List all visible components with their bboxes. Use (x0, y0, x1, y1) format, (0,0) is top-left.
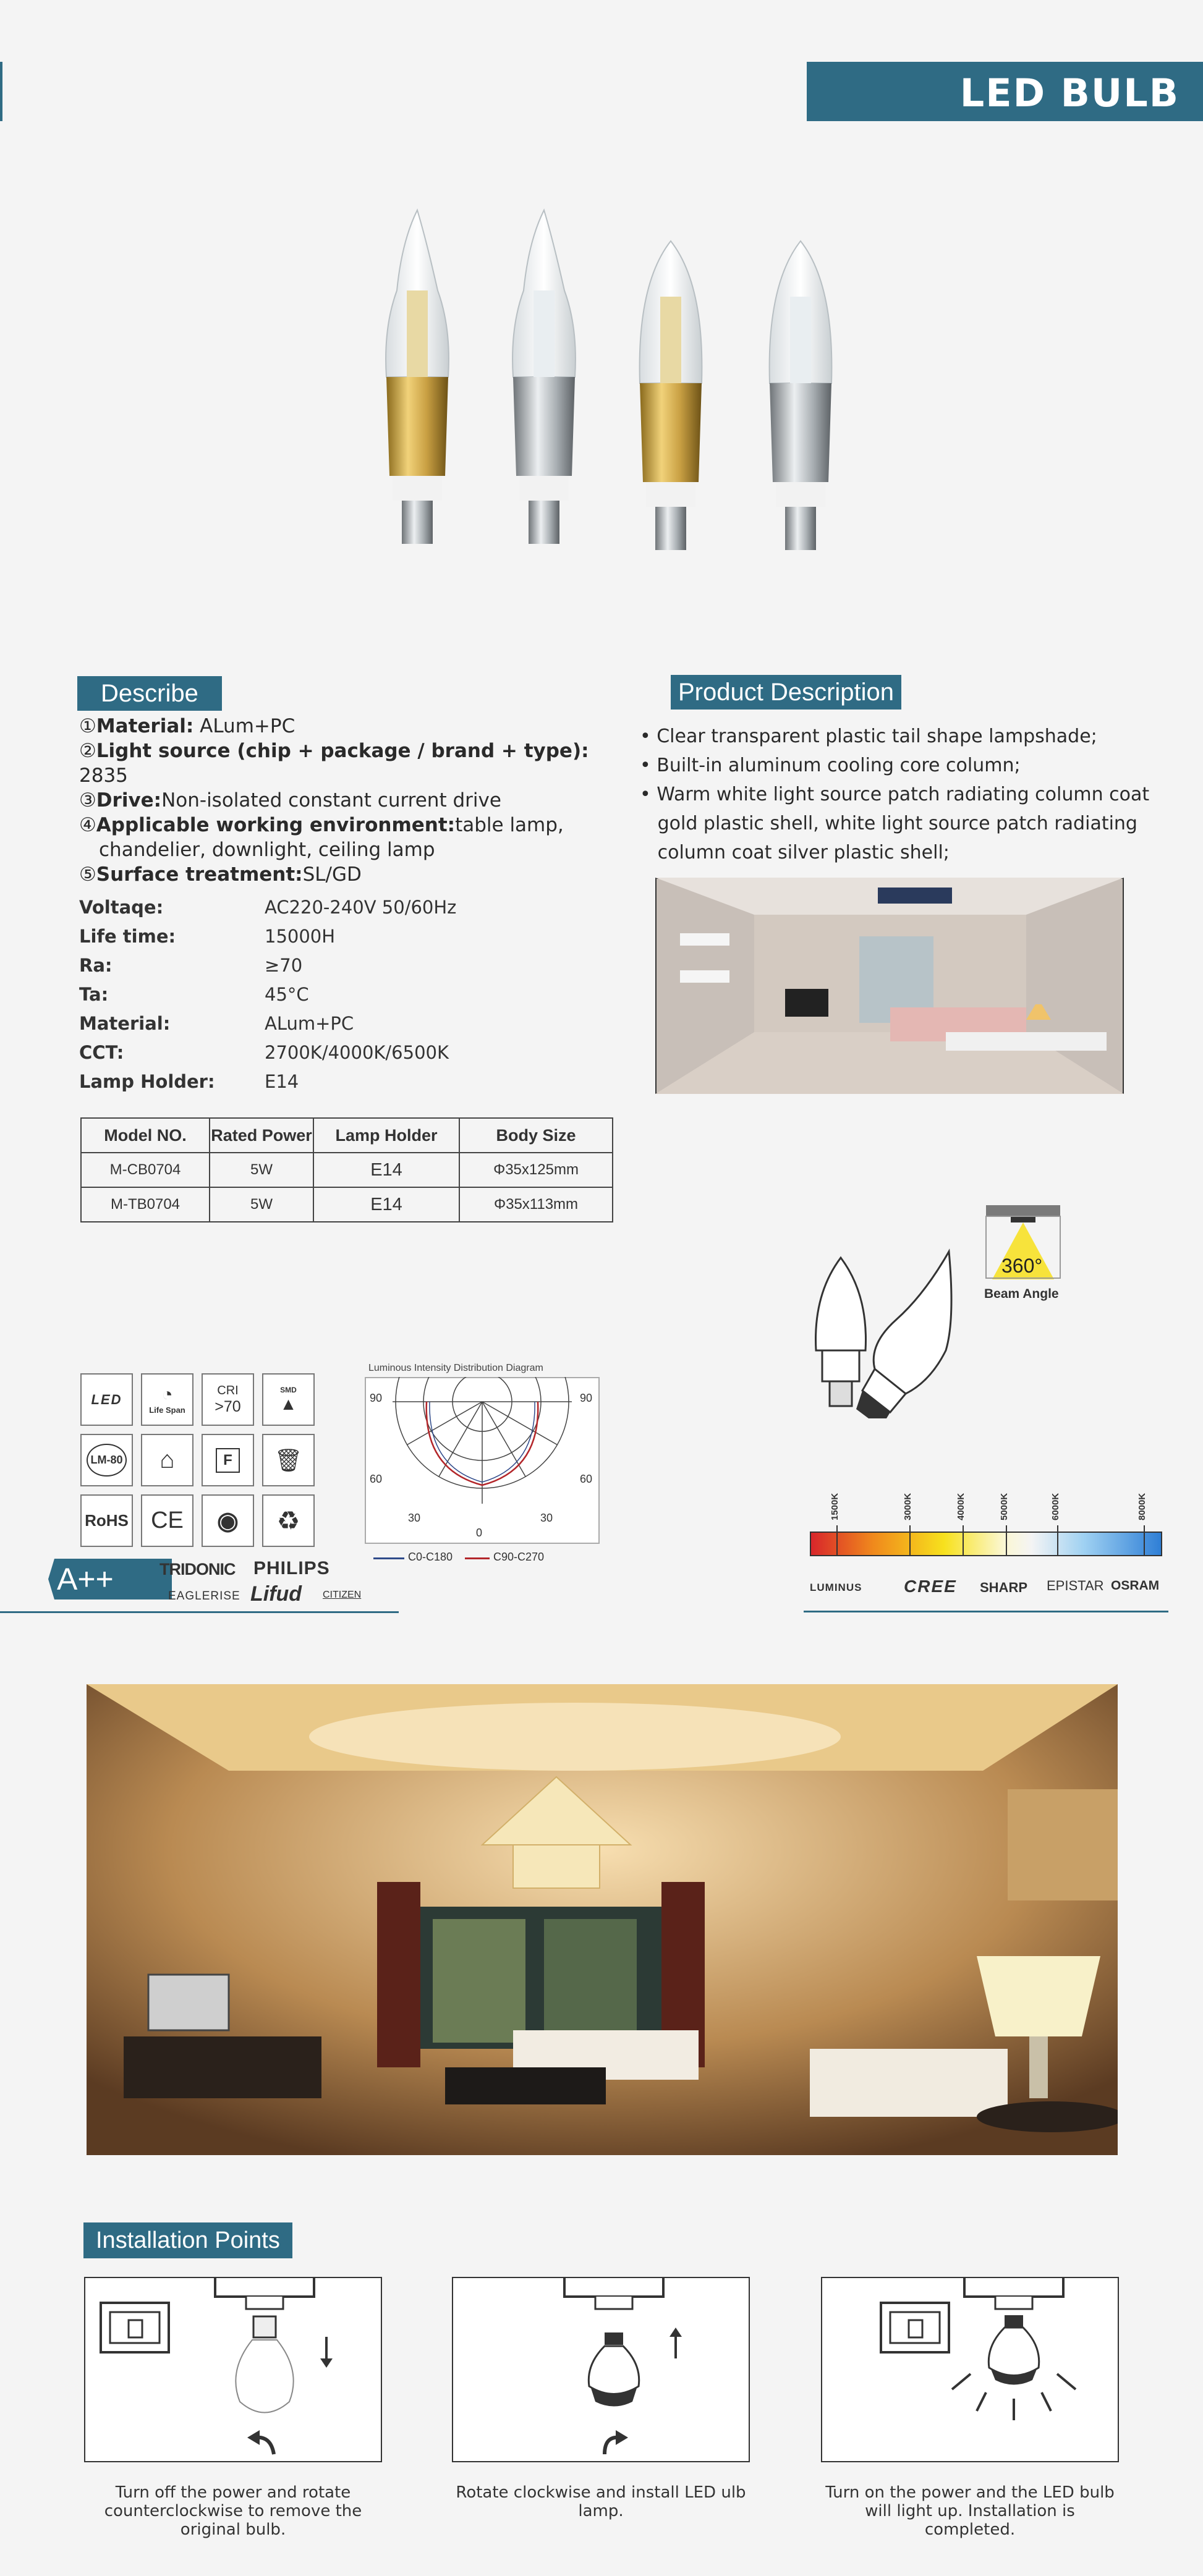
header-left-accent (0, 62, 2, 121)
install-step-2-illustration (452, 2277, 750, 2462)
list-item: column coat silver plastic shell; (640, 842, 950, 863)
cct-tick (1144, 1525, 1145, 1556)
describe-item: ④Applicable working environment:table lamp, (79, 814, 564, 836)
polar-label: 30 (408, 1512, 421, 1524)
table-cell: 5W (210, 1187, 313, 1222)
model-table (80, 1117, 613, 1222)
brand-eaglerise: EAGLERISE (168, 1590, 240, 1603)
recycle-icon: ♻ (262, 1494, 315, 1547)
brand-philips: PHILIPS (253, 1558, 330, 1578)
brand-lifud: Lifud (250, 1582, 302, 1606)
cct-tick (1057, 1525, 1058, 1556)
table-cell: M-CB0704 (81, 1153, 210, 1187)
table-header: Rated Power (210, 1118, 313, 1153)
table-row (81, 1153, 613, 1187)
describe-item: ②Light source (chip + package / brand + type): 2835 (79, 740, 589, 787)
lm80-icon: LM-80 (80, 1434, 133, 1486)
recycle-green-dot-icon: ◉ (202, 1494, 254, 1547)
cct-tick (909, 1525, 911, 1556)
list-item: • Clear transparent plastic tail shape lampshade; (640, 726, 1097, 747)
beam-angle-label: Beam Angle (984, 1287, 1059, 1301)
polar-label: 90 (580, 1392, 593, 1404)
describe-item: ①Material: ALum+PC (79, 715, 295, 737)
describe-item: ⑤Surface treatment:SL/GD (79, 863, 362, 886)
brand-sharp: SHARP (980, 1580, 1028, 1595)
interior-scene-photo (87, 1684, 1118, 2155)
beam-angle-illustration (797, 1202, 1144, 1418)
brand-cree: CREE (904, 1577, 957, 1596)
smd-icon: SMD ▲ (262, 1373, 315, 1426)
cri-icon: CRI >70 (202, 1373, 254, 1426)
section-divider-left (0, 1611, 399, 1613)
table-cell: Φ35x113mm (459, 1187, 613, 1222)
polar-legend: C0-C180 (408, 1551, 453, 1563)
energy-class-badge: A++ (57, 1562, 114, 1596)
beam-angle-value: 360° (1001, 1255, 1043, 1277)
brand-epistar: EPISTAR (1047, 1578, 1104, 1593)
brand-luminus: LUMINUS (810, 1582, 862, 1593)
list-item: gold plastic shell, white light source patch radiating (640, 813, 1137, 834)
product-bulbs-image (346, 204, 872, 587)
polar-label: 30 (540, 1512, 553, 1524)
install-step-1-illustration (84, 2277, 382, 2462)
bulb-candle-gold (640, 241, 702, 550)
install-bulb-icon (453, 2278, 749, 2461)
list-item: • Warm white light source patch radiating column coat (640, 784, 1150, 805)
weee-bin-icon: 🗑 (262, 1434, 315, 1486)
describe-item: chandelier, downlight, ceiling lamp (99, 839, 435, 861)
install-step-2-caption: Rotate clockwise and install LED ulb lamp. (456, 2483, 746, 2520)
describe-label: Describe (77, 676, 222, 711)
table-cell: 5W (210, 1153, 313, 1187)
table-cell: E14 (313, 1153, 459, 1187)
polar-distribution-diagram (365, 1377, 600, 1544)
page-title-banner (807, 62, 1203, 121)
table-header-row (81, 1118, 613, 1153)
legend-swatch-c90 (465, 1557, 490, 1559)
polar-label: 0 (476, 1527, 483, 1539)
brand-tridonic: TRIDONIC (159, 1560, 236, 1578)
page-title: LED BULB (959, 70, 1180, 116)
polar-label: 90 (370, 1392, 383, 1404)
install-step-3-illustration (821, 2277, 1119, 2462)
bulb-candle-silver (770, 241, 832, 550)
life-span-icon: ◔ Life Span (141, 1373, 193, 1426)
cct-tick (1006, 1525, 1007, 1556)
bulb-tail-gold (386, 210, 449, 544)
legend-swatch-c0 (373, 1557, 404, 1559)
cct-tick (963, 1525, 964, 1556)
install-step-1-caption: Turn off the power and rotate counterclockwise to remove the original bulb. (104, 2483, 362, 2539)
remove-bulb-icon (85, 2278, 381, 2461)
polar-label: 60 (580, 1473, 593, 1485)
brand-citizen: CITIZEN (323, 1590, 362, 1600)
table-cell: E14 (313, 1187, 459, 1222)
list-item: • Built-in aluminum cooling core column; (640, 755, 1021, 776)
bulb-lit-icon (822, 2278, 1118, 2461)
table-cell: Φ35x125mm (459, 1153, 613, 1187)
cct-color-scale (810, 1532, 1162, 1556)
polar-label: 60 (370, 1473, 383, 1485)
f-mark-icon: F (202, 1434, 254, 1486)
describe-item: ③Drive:Non-isolated constant current drive (79, 789, 501, 811)
rohs-icon: RoHS (80, 1494, 133, 1547)
table-row (81, 1187, 613, 1222)
table-header: Model NO. (81, 1118, 210, 1153)
product-description-list (640, 722, 1184, 867)
describe-list (79, 714, 636, 887)
table-header: Lamp Holder (313, 1118, 459, 1153)
install-step-3-caption: Turn on the power and the LED bulb will light up. Installation is completed. (825, 2483, 1115, 2539)
led-icon: LED (80, 1373, 133, 1426)
installation-label: Installation Points (83, 2222, 292, 2258)
table-header: Body Size (459, 1118, 613, 1153)
living-room-photo (655, 878, 1124, 1094)
table-cell: M-TB0704 (81, 1187, 210, 1222)
indoor-house-icon: ⌂ (141, 1434, 193, 1486)
spec-list: Voltaqe: AC220-240V 50/60Hz Life time: 15000H Ra: ≥70 Ta: 45°C Material: ALum+PC CCT: 2700K/4000K/6500K Lamp Holder: E14 (79, 897, 457, 1092)
polar-legend: C90-C270 (493, 1551, 545, 1563)
polar-chart-title: Luminous Intensity Distribution Diagram (368, 1363, 543, 1373)
ce-icon: CE (141, 1494, 193, 1547)
product-description-label: Product Description (671, 675, 901, 710)
brand-osram: OSRAM (1111, 1578, 1160, 1593)
cct-tick (836, 1525, 838, 1556)
bulb-tail-silver (512, 210, 576, 544)
section-divider-right (804, 1611, 1168, 1612)
